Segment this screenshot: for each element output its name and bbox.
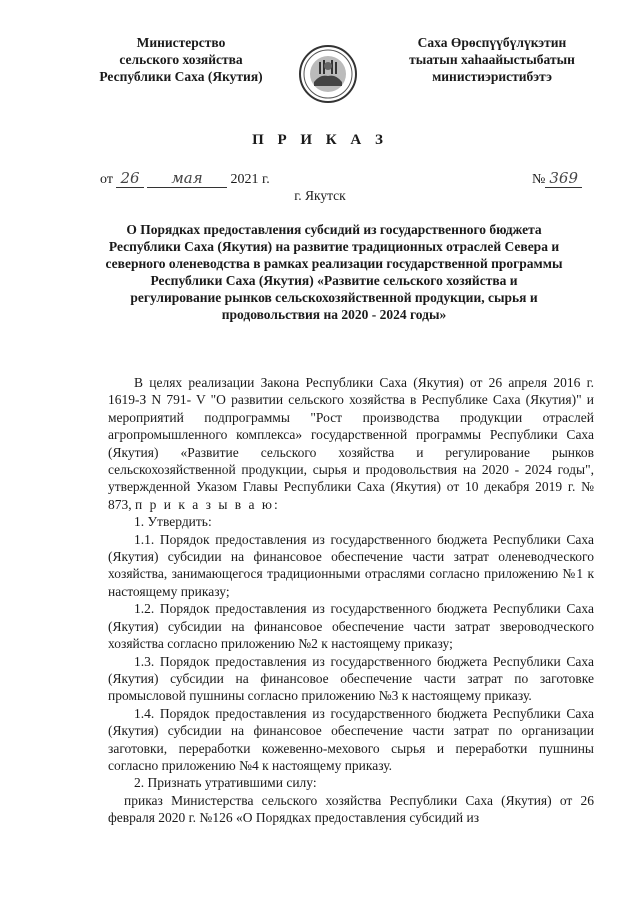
document-title: П Р И К А З: [252, 132, 388, 148]
item-2: 2. Признать утратившими силу:: [134, 775, 317, 791]
order-date: [100, 169, 270, 188]
header-right-line-2: тыатын хаһаайыстыбатын: [409, 52, 575, 67]
header-left-line-1: Министерство: [136, 35, 226, 50]
intro-decree-word: п р и к а з ы в а ю:: [135, 496, 280, 512]
item-1-4: 1.4. Порядок предоставления из государственного бюджета Республики Саха (Якутия) субсидии на финансовое обеспечение части затрат по организации заготовки, переработки кожевенно-мехового сырья и переработки пушнины согласно приложению №4 к настоящему приказу.: [108, 705, 594, 773]
item-1-1: 1.1. Порядок предоставления из государственного бюджета Республики Саха (Якутия) субсидии на финансовое обеспечение части затрат оленеводческого хозяйства, занимающегося традиционными отраслями согласно приложению №1 к настоящему приказу;: [108, 531, 594, 599]
date-prefix: от: [100, 172, 113, 187]
ministry-name-yakut: [382, 34, 602, 85]
date-month: мая: [147, 169, 227, 188]
header-right-line-3: министиэристибэтэ: [432, 69, 552, 84]
ministry-name-russian: [86, 34, 276, 85]
coat-of-arms-icon: [298, 44, 358, 104]
intro-paragraph: [108, 374, 594, 513]
item-1-3: 1.3. Порядок предоставления из государственного бюджета Республики Саха (Якутия) субсидии на финансовое обеспечение части затрат по заготовке промысловой пушнины согласно приложению №3 к настоящему приказу.: [108, 653, 594, 704]
header-left-line-3: Республики Саха (Якутия): [99, 69, 263, 84]
order-subject: О Порядках предоставления субсидий из государственного бюджета Республики Саха (Якутия) на развитие традиционных отраслей Севера и северного оленеводства в рамках реализации государственной программы Республики Саха (Якутия) «Развитие сельского хозяйства и регулирование рынков сельскохозяйственной продукции, сырья и продовольствия на 2020 - 2024 годы»: [105, 222, 563, 322]
item-1-2: 1.2. Порядок предоставления из государственного бюджета Республики Саха (Якутия) субсидии на финансовое обеспечение части затрат звероводческого хозяйства согласно приложению №2 к настоящему приказу;: [108, 601, 594, 652]
city-name: г. Якутск: [294, 188, 346, 203]
date-year: 2021 г.: [230, 172, 270, 187]
number-value: 369: [545, 169, 582, 188]
order-number: [532, 169, 582, 188]
order-body: [108, 374, 594, 827]
date-day: 26: [116, 169, 143, 188]
item-2-text: приказ Министерства сельского хозяйства Республики Саха (Якутия) от 26 февраля 2020 г. №126 «О Порядках предоставления субсидий из: [108, 792, 594, 826]
intro-text: В целях реализации Закона Республики Саха (Якутия) от 26 апреля 2016 г. 1619-З N 791- V "О развитии сельского хозяйства в Республике Саха (Якутия)" и мероприятий подпрограммы "Рост производства продукции отраслей агропромышленного комплекса» государственной программы Республики Саха (Якутия) «Развитие сельского хозяйства и регулирование рынков сельскохозяйственной продукции, сырья и продовольствия на 2020 - 2024 годы", утвержденной Указом Главы Республики Саха (Якутия) от 10 декабря 2019 г. № 873,: [108, 375, 594, 512]
number-prefix: №: [532, 172, 546, 187]
item-1: 1. Утвердить:: [134, 514, 212, 530]
header-left-line-2: сельского хозяйства: [119, 52, 243, 67]
header-right-line-1: Саха Өрөспүүбүлүкэтин: [417, 35, 567, 50]
